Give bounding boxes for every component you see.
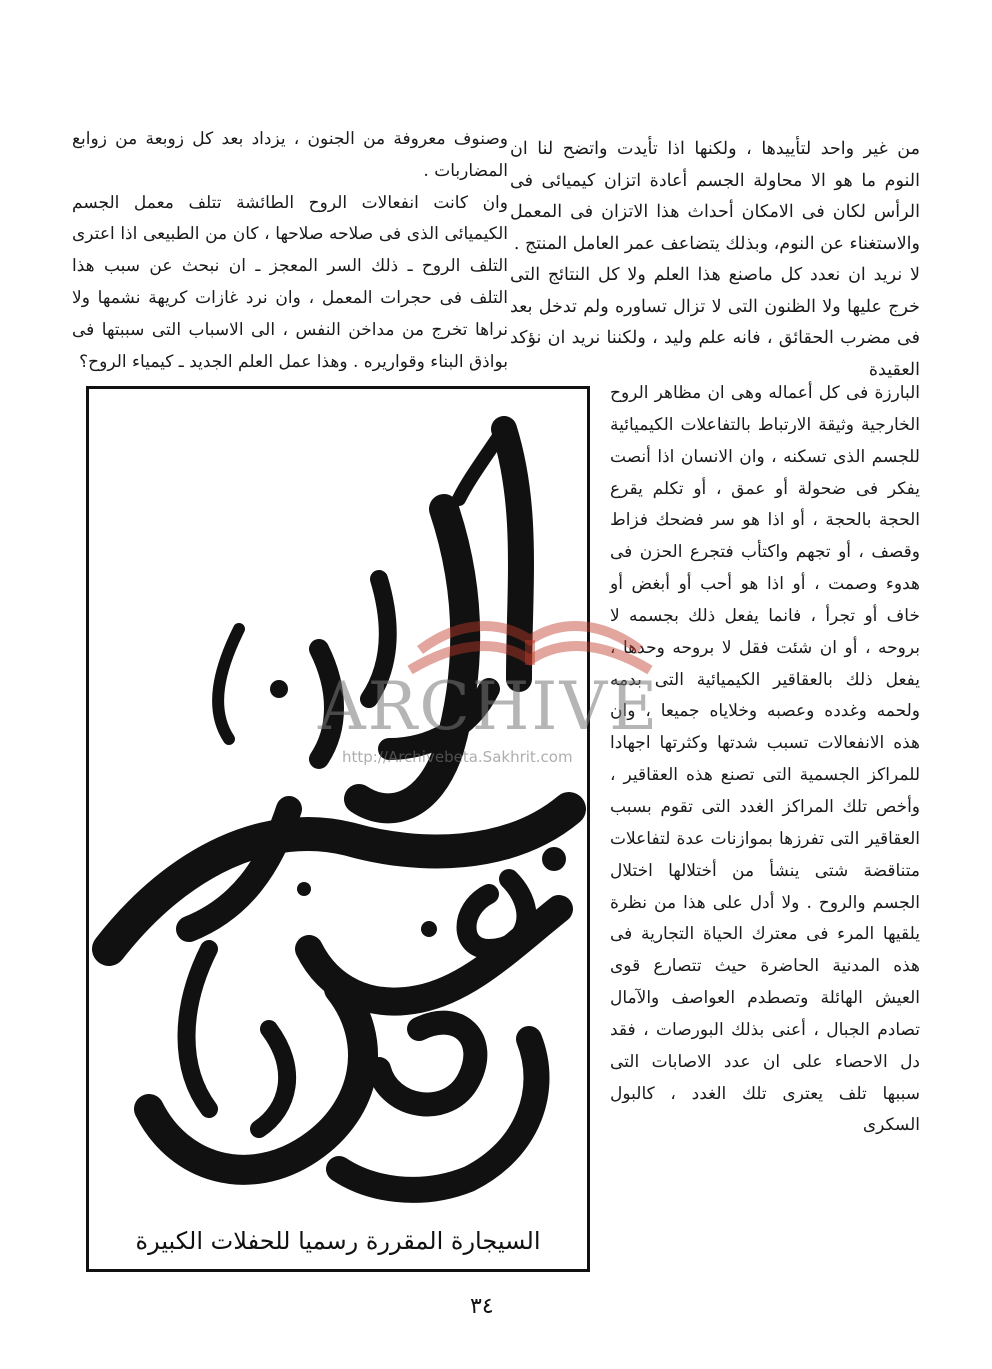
watermark-url: http://Archivebeta.Sakhrit.com [342, 748, 573, 766]
article-paragraph: وصنوف معروفة من الجنون ، يزداد بعد كل زوبعة من زوابع المضاربات . [72, 129, 508, 181]
article-column-left [72, 124, 508, 378]
article-paragraph: لا نريد ان نعدد كل ماصنع هذا العلم ولا كل النتائج التى خرج عليها ولا الظنون التى لا تزال تساوره ولم تدخل بعد فى مضرب الحقائق ، فانه علم وليد ، ولكننا نريد ان نؤكد العقيدة [510, 265, 920, 380]
article-paragraph: وان كانت انفعالات الروح الطائشة تتلف معمل الجسم الكيميائى الذى فى صلاحه صلاحها ، كان من الطبيعى اذا اعترى التلف الروح ـ ذلك السر المعجز ـ ان نبحث عن سبب هذا التلف فى حجرات المعمل ، وان نرد غازات كريهة نشمها ولا نراها تخرج من مداخن النفس ، الى الاسباب التى سببتها فى بواذق البناء وقواريره . وهذا عمل العلم الجديد ـ كيمياء الروح؟ [72, 192, 508, 372]
ad-caption: السيجارة المقررة رسميا للحفلات الكبيرة [135, 1227, 541, 1255]
article-column-right-bottom [610, 378, 920, 1142]
cigarette-advertisement [86, 386, 590, 1272]
page-number: ٣٤ [470, 1294, 494, 1319]
article-paragraph: البارزة فى كل أعماله وهى ان مظاهر الروح الخارجية وثيقة الارتباط بالتفاعلات الكيميائية للجسم الذى تسكنه ، وان الانسان اذا أنصت يفكر فى ضحولة أو عمق ، أو تكلم يقرع الحجة بالحجة ، أو اذا هو سر فضحك فزاط وقصف ، أو تجهم واكتأب فتجرع الحزن فى هدوء وصمت ، أو اذا هو أحب أو أبغض أو خاف أو تجرأ ، فانما يفعل ذلك بجسمه لا بروحه ، أو ان شئت فقل لا بروحه وحدها ، يفعل ذلك بالعقاقير الكيميائية التى بدمه ولحمه وغدده وعصبه وخلاياه جميعا ، وان هذه الانفعالات تسبب شدتها وكثرتها اجهادا للمراكز الجسمية التى تصنع هذه العقاقير ، وأخص تلك المراكز الغدد التى تقوم بسبب العقاقير التى تفرزها بموازنات عدة لتفاعلات متناقضة شتى ينشأ من أختلالها اختلال الجسم والروح . ولا أدل على هذا من نظرة يلقيها المرء فى معترك الحياة التجارية فى هذه المدنية الحاضرة حيث تتصارع قوى العيش الهائلة وتصطدم العواصف والآمال تصادم الجبال ، أعنى بذلك البورصات ، فقد دل الاحصاء على ان عدد الاصابات التى سببها تلف يعترى تلك الغدد ، كالبول السكرى [610, 383, 920, 1136]
article-paragraph: من غير واحد لتأييدها ، ولكنها اذا تأيدت واتضح لنا ان النوم ما هو الا محاولة الجسم أعادة اتزان كيميائى فى الرأس لكان فى الامكان أحداث هذا الاتزان فى المعمل والاستغناء عن النوم، وبذلك يتضاعف عمر العامل المنتج . [510, 139, 920, 254]
article-column-right-top [510, 134, 920, 386]
calligraphy-logo [89, 389, 587, 1219]
watermark-title: ARCHIVE [318, 668, 660, 745]
